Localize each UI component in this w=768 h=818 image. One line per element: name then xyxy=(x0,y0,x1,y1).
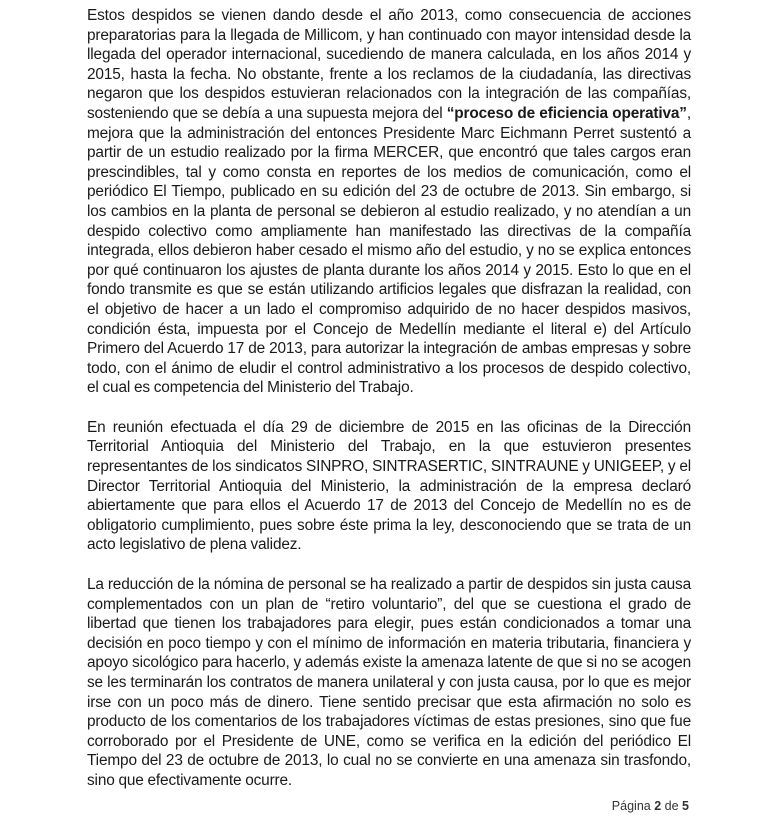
of-word: de xyxy=(664,799,679,813)
current-page-number: 2 xyxy=(654,799,662,813)
page-number-footer xyxy=(612,799,689,813)
page-word: Página xyxy=(611,799,651,813)
paragraph-1-text-start: Estos despidos se vienen dando desde el año 2013, como consecuencia de acciones preparatorias para la llegada de Millicom, y han continuado con mayor intensidad desde la llegada del operador internacional, sucediendo de manera calculada, en los años 2014 y 2015, hasta la fecha. No obstante, frente a los reclamos de la ciudadanía, las directivas negaron que los despidos estuvieran relacionados con la integración de las compañías, sosteniendo que se debía a una supuesta mejora del xyxy=(87,7,691,122)
total-pages-number: 5 xyxy=(682,799,689,813)
document-page xyxy=(87,6,691,791)
paragraph-1-emphasis: “proceso de eficiencia operativa” xyxy=(446,104,687,122)
paragraph-3: La reducción de la nómina de personal se ha realizado a partir de despidos sin justa causa complementados con un plan de “retiro voluntario”, del que se cuestiona el grado de libertad que tienen los trabajadores para elegir, pues están condicionados a tomar una decisión en poco tiempo y con el mínimo de información en materia tributaria, financiera y apoyo sicológico para hacerlo, y además existe la amenaza latente de que si no se acogen se les terminarán los contratos de manera unilateral y con justa causa, por lo que es mejor irse con un poco más de dinero. Tiene sentido precisar que esta afirmación no solo es producto de los comentarios de los trabajadores víctimas de estas presiones, sino que fue corroborado por el Presidente de UNE, como se verifica en la edición del periódico El Tiempo del 23 de octubre de 2013, lo cual no se convierte en una amenaza sin trasfondo, sino que efectivamente ocurre. xyxy=(87,576,691,789)
paragraph-1 xyxy=(87,6,691,398)
paragraph-2: En reunión efectuada el día 29 de diciembre de 2015 en las oficinas de la Dirección Territorial Antioquia del Ministerio del Trabajo, en la que estuvieron presentes representantes de los sindicatos SINPRO, SINTRASERTIC, SINTRAUNE y UNIGEEP, y el Director Territorial Antioquia del Ministerio, la administración de la empresa declaró abiertamente que para ellos el Acuerdo 17 de 2013 del Concejo de Medellín no es de obligatorio cumplimiento, pues sobre éste prima la ley, desconociendo que se trata de un acto legislativo de plena validez. xyxy=(87,418,691,554)
paragraph-1-text-end: , mejora que la administración del entonces Presidente Marc Eichmann Perret sustentó a partir de un estudio realizado por la firma MERCER, que encontró que tales cargos eran prescindibles, tal y como consta en reportes de los medios de comunicación, como el periódico El Tiempo, publicado en su edición del 23 de octubre de 2013. Sin embargo, si los cambios en la planta de personal se debieron al estudio realizado, y no atendían a un despido colectivo como ampliamente han manifestado las directivas de la compañía integrada, ellos debieron haber cesado el mismo año del estudio, y no se explica entonces por qué continuaron los ajustes de planta durante los años 2014 y 2015. Esto lo que en el fondo transmite es que se están utilizando artificios legales que disfrazan la realidad, con el objetivo de hacer a un lado el compromiso adquirido de no hacer despidos masivos, condición ésta, impuesta por el Concejo de Medellín mediante el literal e) del Artículo Primero del Acuerdo 17 de 2013, para autorizar la integración de ambas empresas y sobre todo, con el ánimo de eludir el control administrativo a los procesos de despido colectivo, el cual es competencia del Ministerio del Trabajo. xyxy=(87,104,691,397)
